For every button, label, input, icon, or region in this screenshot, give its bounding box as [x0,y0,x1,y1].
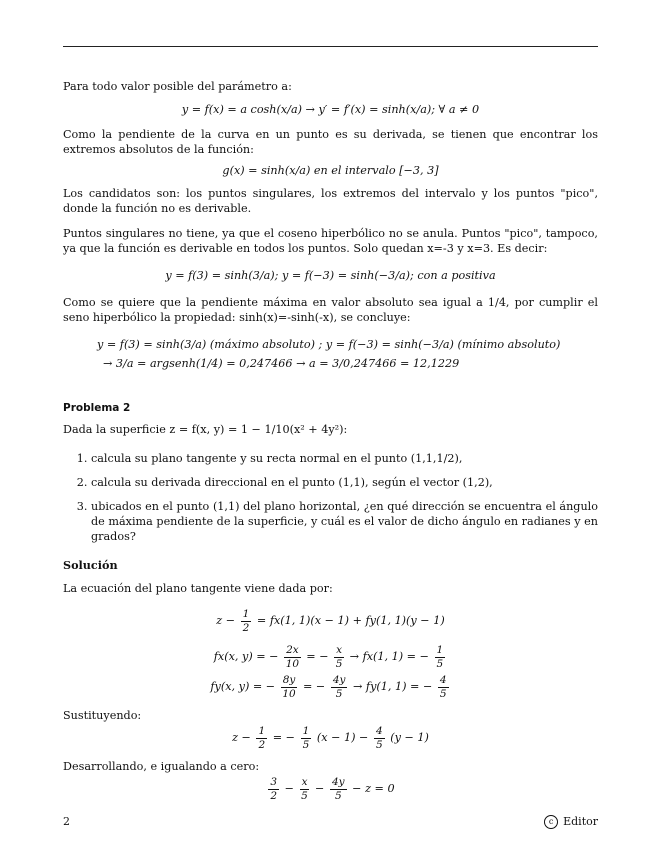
equation-derivative: y = f(x) = a cosh(x/a) → y′ = f′(x) = sinh(x/a); ∀ a ≠ 0 [181,103,480,116]
fraction: $\frac{4}{5}$ [376,724,383,751]
fraction: $\frac{4}{5}$ [439,673,447,700]
paragraph-singular: Puntos singulares no tiene, ya que el coseno hiperbólico no se anula. Puntos "pico", tampoco, ya que la función es derivable en todos los puntos. Solo quedan x=-3 y x=3. Es decir: [63,227,598,255]
equation-tangent-plane: z − $\frac{1}{2}$ = fx(1, 1)(x − 1) + fy(1, 1)(y − 1) [216,607,445,634]
equation-fx: fx(x, y) = − $\frac{2x}{10}$ = − $\frac{x}{5}$ → fx(1, 1) = − $\frac{1}{5}$ [213,643,444,670]
fraction: $\frac{2x}{10}$ [285,643,300,670]
substitution-label: Sustituyendo: [63,709,142,722]
equation-endpoints: y = f(3) = sinh(3/a); y = f(−3) = sinh(−3/a); con a positiva [165,269,496,282]
fraction: $\frac{4y}{5}$ [331,775,345,802]
fraction: $\frac{1}{2}$ [242,607,250,634]
fraction: $\frac{x}{5}$ [335,643,343,670]
paragraph-conclusion: Como se quiere que la pendiente máxima en valor absoluto sea igual a 1/4, por cumplir el seno hiperbólico la propiedad: sinh(x)=-sinh(-x), se concluye: [63,296,598,324]
fraction: $\frac{4y}{5}$ [332,673,346,700]
page-number: 2 [63,815,70,828]
problem-title: Problema 2 [63,402,131,414]
list-item: 2. calcula su derivada direccional en el punto (1,1), según el vector (1,2), [91,475,598,490]
solution-title: Solución [63,558,118,572]
problem-statement: Dada la superficie z = f(x, y) = 1 − 1/10(x² + 4y²): [63,423,348,436]
document-body [63,79,598,804]
fraction: $\frac{x}{5}$ [301,775,308,802]
copyright-icon: c [544,815,558,829]
fraction: $\frac{1}{2}$ [258,724,266,751]
paragraph-candidates: Los candidatos son: los puntos singulares, los extremos del intervalo y los puntos "pico", donde la función no es derivable. [63,187,598,215]
equation-fy: fy(x, y) = − $\frac{8y}{10}$ = − $\frac{4y}{5}$ → fy(1, 1) = − $\frac{4}{5}$ [210,673,447,700]
footer-editor [544,814,598,829]
equation-g: g(x) = sinh(x/a) en el intervalo [−3, 3] [222,164,439,177]
fraction: $\frac{8y}{10}$ [282,673,296,700]
equation-final: $\frac{3}{2}$ − $\frac{x}{5}$ − $\frac{4y}{5}$ − z = 0 [270,775,395,802]
list-item: 3. ubicados en el punto (1,1) del plano horizontal, ¿en qué dirección se encuentra el ángulo de máxima pendiente de la superficie, y cuál es el valor de dicho ángulo en radianes y en grados? [91,499,598,544]
intro-text: Para todo valor posible del parámetro a: [63,80,292,93]
solution-intro: La ecuación del plano tangente viene dada por: [63,582,333,595]
list-item: 1. calcula su plano tangente y su recta normal en el punto (1,1,1/2), [91,451,598,466]
fraction: $\frac{1}{5}$ [302,724,310,751]
paragraph-slope: Como la pendiente de la curva en un punto es su derivada, se tienen que encontrar los extremos absolutos de la función: [63,128,598,156]
equation-solution-a: → 3/a = argsenh(1/4) = 0,247466 → a = 3/0,247466 = 12,1229 [103,357,460,370]
header-rule [63,46,598,47]
problem-list [63,451,598,544]
equation-extremes: y = f(3) = sinh(3/a) (máximo absoluto) ; y = f(−3) = sinh(−3/a) (mínimo absoluto) [97,338,561,351]
editor-label: Editor [563,815,598,828]
fraction: $\frac{3}{2}$ [270,775,278,802]
develop-label: Desarrollando, e igualando a cero: [63,760,260,773]
fraction: $\frac{1}{5}$ [436,643,444,670]
equation-substituted: z − $\frac{1}{2}$ = − $\frac{1}{5}$ (x − 1) − $\frac{4}{5}$ (y − 1) [232,724,429,751]
